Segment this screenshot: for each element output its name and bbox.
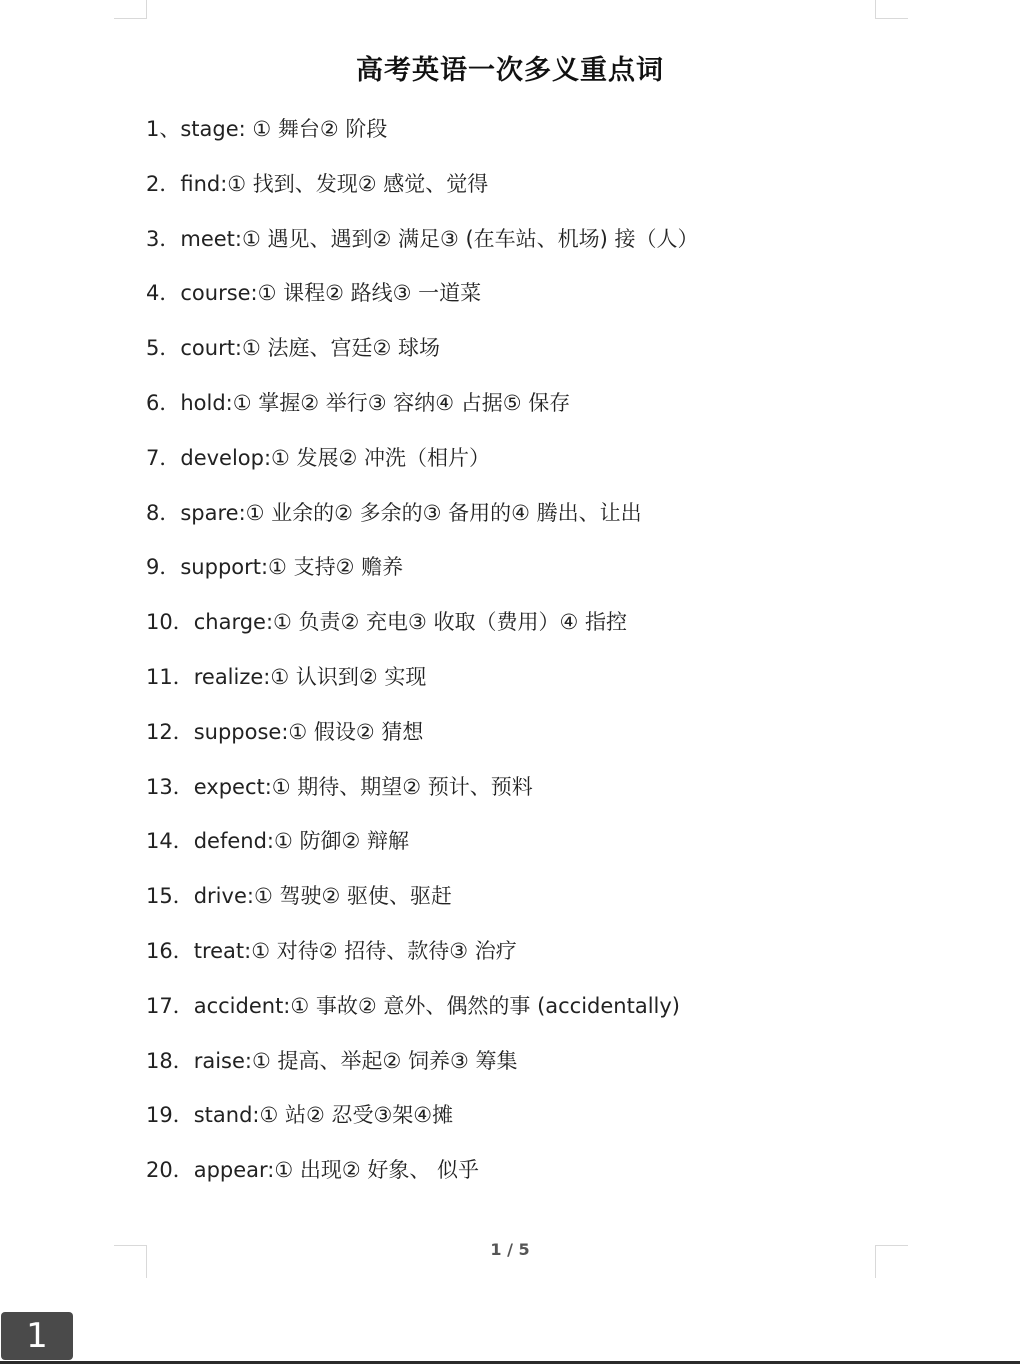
vocabulary-entry: 20．appear:① 出现② 好象、 似乎 <box>146 1158 480 1183</box>
vocabulary-entry: 1、stage: ① 舞台② 阶段 <box>146 117 388 141</box>
vocabulary-list <box>146 110 699 1206</box>
vocabulary-entry: 3．meet:① 遇见、遇到② 满足③ (在车站、机场) 接（人） <box>146 226 699 251</box>
vocabulary-entry: 19．stand:① 站② 忍受③架④摊 <box>146 1103 454 1128</box>
vocabulary-entry: 18．raise:① 提高、举起② 饲养③ 筹集 <box>146 1048 518 1073</box>
vocabulary-entry: 2．find:① 找到、发现② 感觉、觉得 <box>146 171 489 196</box>
vocabulary-entry: 13．expect:① 期待、期望② 预计、预料 <box>146 774 533 799</box>
vocabulary-entry: 6．hold:① 掌握② 举行③ 容纳④ 占据⑤ 保存 <box>146 390 571 415</box>
vocabulary-entry: 12．suppose:① 假设② 猜想 <box>146 719 424 744</box>
crop-mark-top-left <box>114 0 147 19</box>
vocabulary-entry: 10．charge:① 负责② 充电③ 收取（费用）④ 指控 <box>146 610 628 635</box>
vocabulary-entry: 5．court:① 法庭、宫廷② 球场 <box>146 336 441 361</box>
vocabulary-entry: 4．course:① 课程② 路线③ 一道菜 <box>146 281 482 306</box>
vocabulary-entry: 9．support:① 支持② 赡养 <box>146 555 404 580</box>
page-number-badge[interactable]: 1 <box>1 1312 73 1360</box>
page-indicator: 1 / 5 <box>490 1240 530 1259</box>
vocabulary-entry: 14．defend:① 防御② 辩解 <box>146 829 410 854</box>
vocabulary-entry: 17．accident:① 事故② 意外、偶然的事 (accidentally) <box>146 993 681 1018</box>
vocabulary-entry: 11．realize:① 认识到② 实现 <box>146 664 427 689</box>
crop-mark-top-right <box>875 0 908 19</box>
vocabulary-entry: 8．spare:① 业余的② 多余的③ 备用的④ 腾出、让出 <box>146 500 642 525</box>
vocabulary-entry: 16．treat:① 对待② 招待、款待③ 治疗 <box>146 938 517 963</box>
vocabulary-entry: 15．drive:① 驾驶② 驱使、驱赶 <box>146 884 452 909</box>
document-title: 高考英语一次多义重点词 <box>356 55 664 86</box>
vocabulary-entry: 7．develop:① 发展② 冲洗（相片） <box>146 445 491 470</box>
